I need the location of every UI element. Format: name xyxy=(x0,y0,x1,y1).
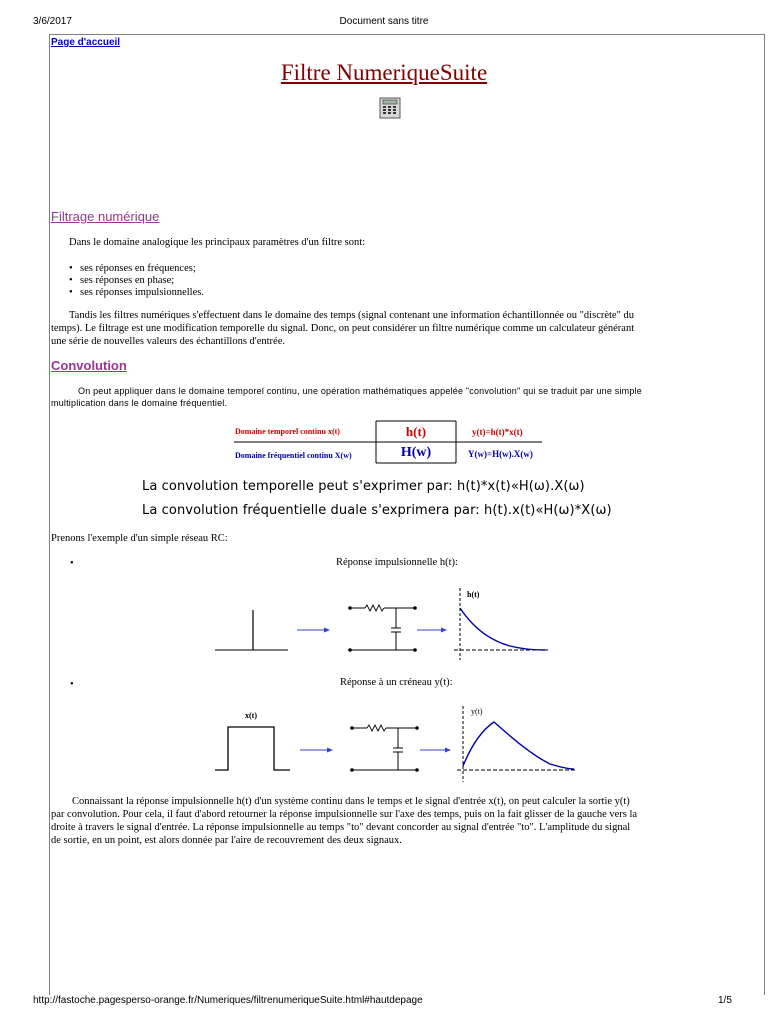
bullet-marker: • xyxy=(70,558,74,569)
closing-para-line: de sortie, en un point, est alors donnée par l'aire de recouvrement des deux signaux. xyxy=(51,835,402,846)
formula-temporal: La convolution temporelle peut s'exprimer par: h(t)*x(t)«H(ω).X(ω) xyxy=(142,479,585,494)
table-cell: Domaine temporel continu x(t) xyxy=(235,427,340,436)
closing-para-line: droite à travers le signal d'entrée. La réponse impulsionnelle au temps "to" devant concorder au signal d'entrée "to". L'amplitude du signal xyxy=(51,822,631,833)
filtrage-intro: Dans le domaine analogique les principaux paramètres d'un filtre sont: xyxy=(69,237,366,248)
convolution-table xyxy=(232,419,544,465)
closing-para-line: Connaissant la réponse impulsionnelle h(t) d'un système continu dans le temps et le signal d'entrée x(t), on peut calculer la sortie y(t) xyxy=(72,796,630,807)
step-caption: Réponse à un créneau y(t): xyxy=(340,677,453,688)
list-item: • ses réponses impulsionnelles. xyxy=(80,286,204,299)
bullet-marker: • xyxy=(70,679,74,690)
impulse-caption: Réponse impulsionnelle h(t): xyxy=(336,557,458,568)
filtrage-para-line: Tandis les filtres numériques s'effectuent dans le domaine des temps (signal contenant une information échantillonnée ou "discrète" du xyxy=(69,310,634,321)
list-item: • ses réponses en fréquences; xyxy=(80,262,196,275)
list-item: • ses réponses en phase; xyxy=(80,274,174,287)
print-title: Document sans titre xyxy=(339,16,429,27)
table-cell: Domaine fréquentiel continu X(w) xyxy=(235,451,352,460)
home-link[interactable]: Page d'accueil xyxy=(51,37,121,48)
filtrage-para-line: temps). Le filtrage est une modification temporelle du signal. Donc, on peut considérer un filtre numérique comme un calculateur générant xyxy=(51,323,635,334)
step-input-label: x(t) xyxy=(245,711,257,720)
convolution-para-line: multiplication dans le domaine fréquentiel. xyxy=(51,398,228,408)
table-cell: Y(w)=H(w).X(w) xyxy=(468,449,533,459)
section-heading-filtrage: Filtrage numérique xyxy=(51,209,160,224)
step-diagram xyxy=(210,700,580,790)
impulse-diagram xyxy=(210,580,550,660)
formula-frequential: La convolution fréquentielle duale s'exprimera par: h(t).x(t)«H(ω)*X(ω) xyxy=(142,503,612,518)
table-cell: H(w) xyxy=(400,445,432,460)
filtrage-para-line: une série de nouvelles valeurs des échantillons d'entrée. xyxy=(51,336,285,347)
page-title: Filtre NumeriqueSuite xyxy=(280,60,488,85)
section-heading-convolution: Convolution xyxy=(51,358,127,373)
closing-para-line: par convolution. Pour cela, il faut d'abord retourner la réponse impulsionnelle sur l'axe des temps, puis on la fait glisser de la gauche vers la xyxy=(51,809,638,820)
rc-example-text: Prenons l'exemple d'un simple réseau RC: xyxy=(51,533,228,544)
calculator-icon xyxy=(379,97,401,119)
print-date: 3/6/2017 xyxy=(33,16,72,27)
impulse-output-label: h(t) xyxy=(467,590,480,599)
print-page-count: 1/5 xyxy=(718,995,732,1006)
step-output-label: y(t) xyxy=(471,707,483,716)
table-cell: y(t)=h(t)*x(t) xyxy=(472,427,523,437)
table-cell: h(t) xyxy=(405,424,427,439)
convolution-para-line: On peut appliquer dans le domaine temporel continu, une opération mathématiques appelée "convolution" qui se traduit par une simple xyxy=(78,386,642,396)
print-url: http://fastoche.pagesperso-orange.fr/Numeriques/filtrenumeriqueSuite.html#hautdepage xyxy=(33,995,423,1006)
